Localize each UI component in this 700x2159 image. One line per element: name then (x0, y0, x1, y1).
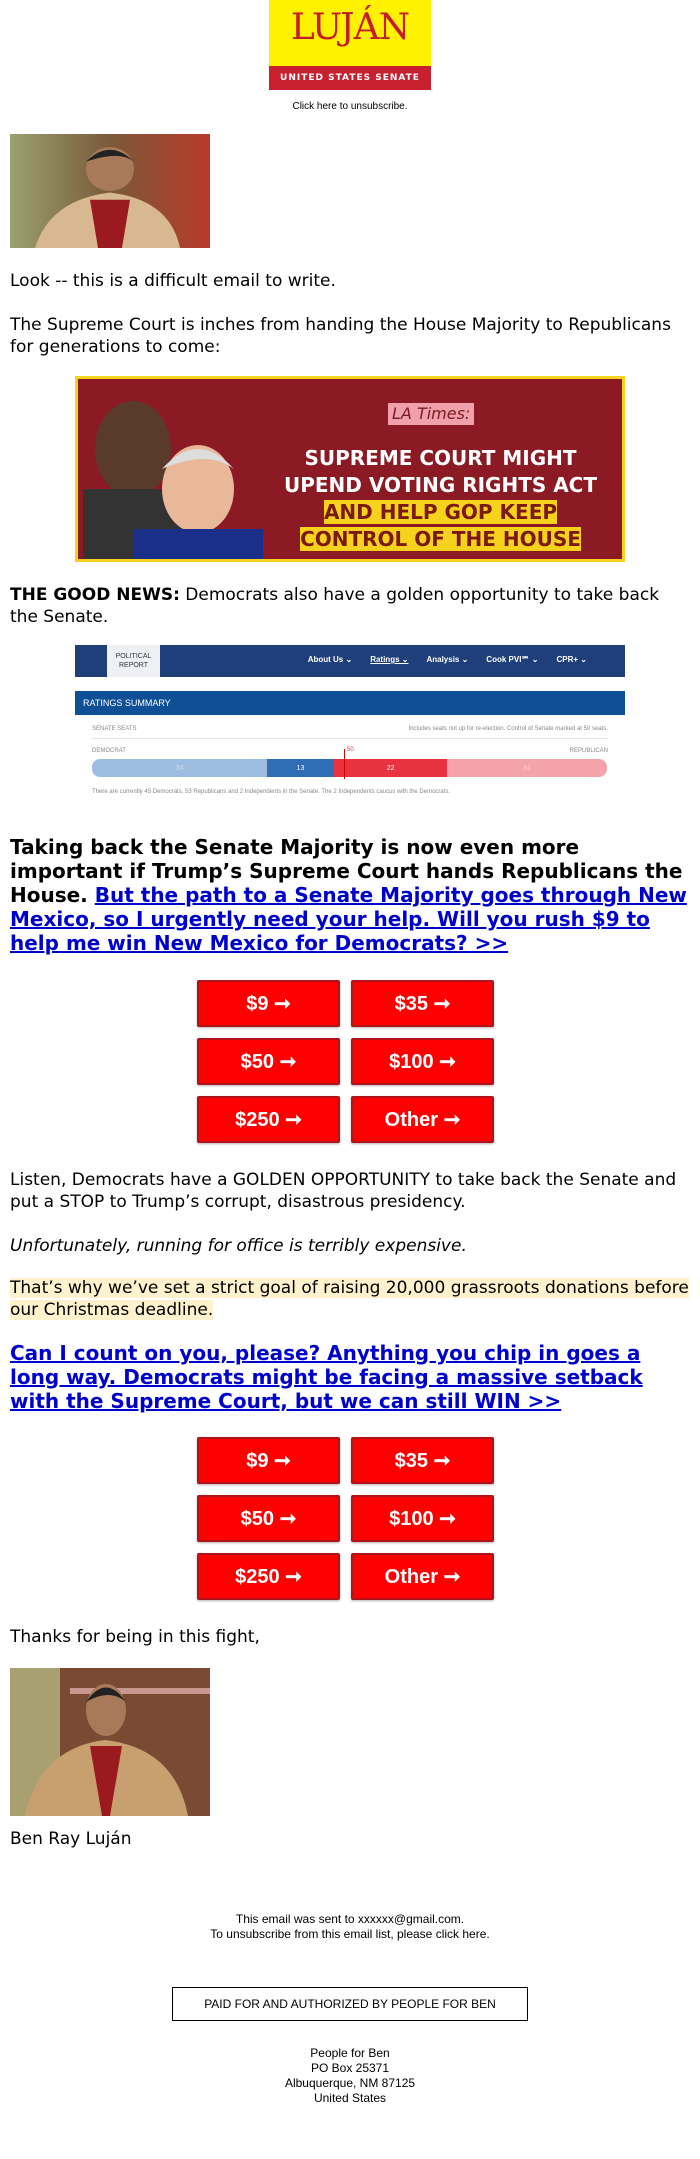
signature-photo (10, 1668, 210, 1816)
appeal-2 (10, 1341, 690, 1413)
senate-seats-label: SENATE SEATS (92, 726, 137, 732)
donate-250-button[interactable]: $250 ➞ (197, 1096, 340, 1143)
senate-seat-bar (92, 759, 607, 777)
lujan-logo (269, 0, 431, 90)
address-city: Albuquerque, NM 87125 (284, 2076, 416, 2090)
signoff: Thanks for being in this fight, (10, 1627, 260, 1647)
republican-label: REPUBLICAN (569, 748, 608, 754)
banner-headline (268, 445, 613, 553)
donate-link-1[interactable]: But the path to a Senate Majority goes through New Mexico, so I urgently need your help. Will you rush $9 to help me win New Mexico for Democrats? >> (10, 883, 687, 955)
donate-9-button[interactable]: $9 ➞ (197, 1437, 340, 1484)
good-news-text: Democrats also have a golden opportunity to take back the Senate. (10, 585, 660, 627)
paragraph-supreme-court: The Supreme Court is inches from handing the House Majority to Republicans for generations to come: (10, 315, 671, 357)
footer-sent-to: This email was sent to xxxxxx@gmail.com. (235, 1912, 465, 1926)
donate-100-button[interactable]: $100 ➞ (351, 1038, 494, 1085)
nav-about: About Us ⌄ (307, 655, 353, 664)
paragraph-intro: Look -- this is a difficult email to write. (10, 271, 336, 291)
la-times-banner[interactable] (75, 376, 625, 562)
donate-35-button[interactable]: $35 ➞ (351, 980, 494, 1027)
paragraph-listen: Listen, Democrats have a GOLDEN OPPORTUNITY to take back the Senate and put a STOP to Trump’s corrupt, disastrous presidency. (10, 1170, 677, 1212)
donation-grid-1 (197, 980, 494, 1143)
donate-35-button[interactable]: $35 ➞ (351, 1437, 494, 1484)
paragraph-expensive: Unfortunately, running for office is terribly expensive. (10, 1236, 467, 1256)
address-po-box: PO Box 25371 (310, 2061, 390, 2075)
nav-cook-pvi: Cook PVI℠ ⌄ (486, 655, 539, 664)
donate-9-button[interactable]: $9 ➞ (197, 980, 340, 1027)
donate-other-button[interactable]: Other ➞ (351, 1096, 494, 1143)
logo-name: LUJÁN (290, 7, 410, 48)
bar-segment-2: 22 (334, 759, 447, 777)
footer-address (0, 2046, 700, 2106)
ratings-summary-image[interactable] (75, 645, 625, 815)
bar-segment-3: 31 (447, 759, 607, 777)
paid-for-disclaimer: PAID FOR AND AUTHORIZED BY PEOPLE FOR BEN (172, 1987, 528, 2021)
goal-highlight: That’s why we’ve set a strict goal of raising 20,000 grassroots donations before our Christmas deadline. (10, 1278, 689, 1320)
ratings-nav (75, 645, 625, 677)
democrat-label: DEMOCRAT (92, 748, 126, 754)
nav-ratings: Ratings ⌄ (370, 655, 409, 664)
good-news-label: THE GOOD NEWS: (10, 585, 180, 605)
ratings-summary-title: RATINGS SUMMARY (75, 691, 625, 715)
address-country: United States (313, 2091, 387, 2105)
paragraph-goal (10, 1277, 690, 1321)
nav-analysis: Analysis ⌄ (426, 655, 469, 664)
donate-link-2[interactable]: Can I count on you, please? Anything you chip in goes a long way. Democrats might be facing a massive setback with the Supreme Court, but we can still WIN >> (10, 1341, 643, 1413)
donate-50-button[interactable]: $50 ➞ (197, 1495, 340, 1542)
paragraph-good-news (10, 584, 690, 628)
candidate-photo (10, 134, 210, 248)
nav-cpr: CPR+ ⌄ (556, 655, 587, 664)
control-marker: 50 (347, 747, 354, 753)
unsubscribe-link[interactable]: Click here to unsubscribe. (292, 101, 408, 112)
appeal-bold: Taking back the Senate Majority is now even more important if Trump’s Supreme Court hands Republicans the House. (10, 835, 683, 907)
headline-highlight: AND HELP GOP KEEP CONTROL OF THE HOUSE (300, 500, 581, 551)
headline-plain: SUPREME COURT MIGHT UPEND VOTING RIGHTS ACT (284, 446, 597, 497)
bar-segment-1: 13 (267, 759, 334, 777)
footer-unsubscribe-link[interactable]: To unsubscribe from this email list, please click here. (210, 1927, 490, 1941)
signature-name: Ben Ray Luján (10, 1829, 132, 1849)
senate-appeal (10, 835, 690, 955)
political-report-logo: POLITICAL REPORT (107, 645, 160, 677)
ratings-footnote: There are currently 45 Democrats, 53 Republicans and 2 Independents in the Senate. The 2 Independents caucus with the Democrats. (92, 789, 451, 795)
bar-segment-0: 34 (92, 759, 267, 777)
donation-grid-2 (197, 1437, 494, 1600)
donate-250-button[interactable]: $250 ➞ (197, 1553, 340, 1600)
address-org: People for Ben (310, 2046, 390, 2060)
senate-note: Includes seats not up for re-election. Control of Senate marked at 50 seats. (408, 726, 608, 732)
logo-subtitle: UNITED STATES SENATE (269, 66, 431, 90)
banner-source: LA Times: (388, 403, 474, 425)
donate-100-button[interactable]: $100 ➞ (351, 1495, 494, 1542)
donate-50-button[interactable]: $50 ➞ (197, 1038, 340, 1085)
donate-other-button[interactable]: Other ➞ (351, 1553, 494, 1600)
